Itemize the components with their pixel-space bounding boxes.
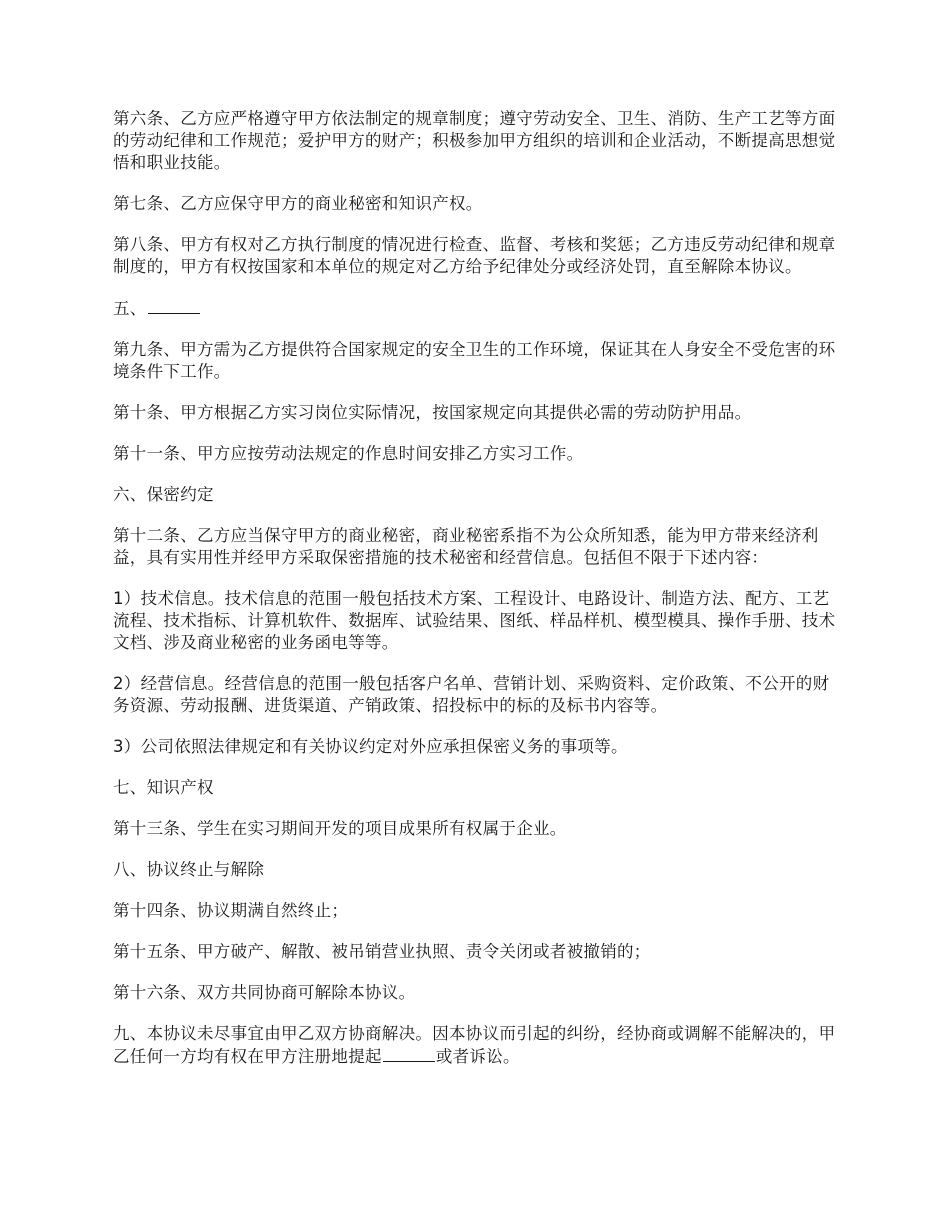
- item-legal-obligations: 3）公司依照法律规定和有关协议约定对外应承担保密义务的事项等。: [113, 737, 628, 756]
- article-9: 第九条、甲方需为乙方提供符合国家规定的安全卫生的工作环境，保证其在人身安全不受危害的环境条件下工作。: [113, 340, 836, 381]
- article-14: 第十四条、协议期满自然终止；: [113, 901, 349, 920]
- fill-in-blank: [383, 1045, 435, 1062]
- article-13: 第十三条、学生在实习期间开发的项目成果所有权属于企业。: [113, 819, 567, 838]
- article-16: 第十六条、双方共同协商可解除本协议。: [113, 983, 416, 1002]
- article-8: 第八条、甲方有权对乙方执行制度的情况进行检查、监督、考核和奖惩；乙方违反劳动纪律和规章制度的，甲方有权按国家和本单位的规定对乙方给予纪律处分或经济处罚，直至解除本协议。: [113, 235, 836, 276]
- fill-in-blank: [148, 297, 200, 314]
- article-6: 第六条、乙方应严格遵守甲方依法制定的规章制度；遵守劳动安全、卫生、消防、生产工艺等方面的劳动纪律和工作规范；爱护甲方的财产；积极参加甲方组织的培训和企业活动，不断提高思想觉悟和职业技能。: [113, 109, 836, 172]
- article-15: 第十五条、甲方破产、解散、被吊销营业执照、责令关闭或者被撤销的；: [113, 942, 651, 961]
- article-7: 第七条、乙方应保守甲方的商业秘密和知识产权。: [113, 194, 483, 213]
- section-7-heading: 七、知识产权: [113, 778, 214, 797]
- item-technical-info: 1）技术信息。技术信息的范围一般包括技术方案、工程设计、电路设计、制造方法、配方、工艺流程、技术指标、计算机软件、数据库、试验结果、图纸、样品样机、模型模具、操作手册、技术文档、涉及商业秘密的业务函电等等。: [113, 589, 836, 652]
- item-business-info: 2）经营信息。经营信息的范围一般包括客户名单、营销计划、采购资料、定价政策、不公开的财务资源、劳动报酬、进货渠道、产销政策、招投标中的标的及标书内容等。: [113, 674, 830, 715]
- document-page: [113, 108, 843, 1087]
- section-6-heading: 六、保密约定: [113, 485, 214, 504]
- section-5-label: 五、: [113, 299, 147, 318]
- section-9-text-end: 或者诉讼。: [435, 1047, 520, 1066]
- section-5-heading: [113, 297, 843, 320]
- article-12: 第十二条、乙方应当保守甲方的商业秘密，商业秘密系指不为公众所知悉，能为甲方带来经济利益，具有实用性并经甲方采取保密措施的技术秘密和经营信息。包括但不限于下述内容：: [113, 526, 819, 567]
- article-10: 第十条、甲方根据乙方实习岗位实际情况，按国家规定向其提供必需的劳动防护用品。: [113, 403, 752, 422]
- section-9-text: 九、本协议未尽事宜由甲乙双方协商解决。因本协议而引起的纠纷，经协商或调解不能解决的，甲乙任何一方均有权在甲方注册地提起: [113, 1024, 836, 1066]
- section-8-heading: 八、协议终止与解除: [113, 860, 265, 879]
- article-11: 第十一条、甲方应按劳动法规定的作息时间安排乙方实习工作。: [113, 444, 584, 463]
- section-9-paragraph: [113, 1023, 843, 1068]
